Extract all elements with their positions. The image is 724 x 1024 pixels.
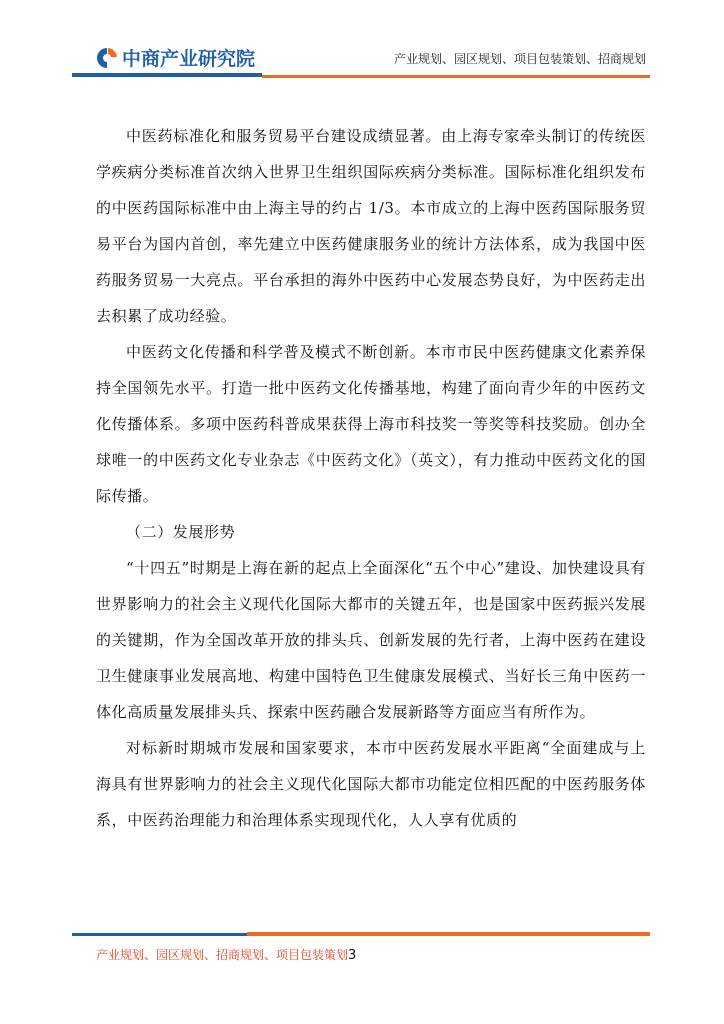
footer-divider-orange [247,932,650,936]
company-logo [96,44,255,71]
paragraph-culture: 中医药文化传播和科学普及模式不断创新。本市市民中医药健康文化素养保持全国领先水平。打造一批中医药文化传播基地，构建了面向青少年的中医药文化传播体系。多项中医药科普成果获得上海市科技奖一等奖等科技奖励。创办全球唯一的中医药文化专业杂志《中医药文化》（英文），有力推动中医药文化的国际传播。 [96,343,646,505]
paragraph-standardization: 中医药标准化和服务贸易平台建设成绩显著。由上海专家牵头制订的传统医学疾病分类标准首次纳入世界卫生组织国际疾病分类标准。国际标准化组织发布的中医药国际标准中由上海主导的约占 1/3。本市成立的上海中医药国际服务贸易平台为国内首创，率先建立中医药健康服务业的统计方法体系，成为我国中医药服务贸易一大亮点。平台承担的海外中医药中心发展态势良好，为中医药走出去积累了成功经验。 [96,127,646,325]
header-tagline: 产业规划、园区规划、项目包装策划、招商规划 [393,52,646,66]
logo-icon [96,47,118,69]
header-divider-blue [72,73,262,77]
page-number: 3 [348,948,357,963]
paragraph-situation: “十四五”时期是上海在新的起点上全面深化“五个中心”建设、加快建设具有世界影响力的社会主义现代化国际大都市的关键五年，也是国家中医药振兴发展的关键期，作为全国改革开放的排头兵、创新发展的先行者，上海中医药在建设卫生健康事业发展高地、构建中国特色卫生健康发展模式、当好长三角中医药一体化高质量发展排头兵、探索中医药融合发展新路等方面应当有所作为。 [96,559,646,721]
footer-text: 产业规划、园区规划、招商规划、项目包装策划 [96,948,349,962]
document-body [96,118,646,838]
logo-text: 中商产业研究院 [122,48,256,70]
section-heading: （二）发展形势 [126,523,236,541]
page-header [0,0,724,82]
paragraph-benchmark: 对标新时期城市发展和国家要求，本市中医药发展水平距离“全面建成与上海具有世界影响力的社会主义现代化国际大都市功能定位相匹配的中医药服务体系，中医药治理能力和治理体系实现现代化，人人享有优质的 [96,739,646,829]
header-divider-orange [262,75,650,78]
page-footer [96,946,356,963]
footer-divider-blue [72,933,247,936]
